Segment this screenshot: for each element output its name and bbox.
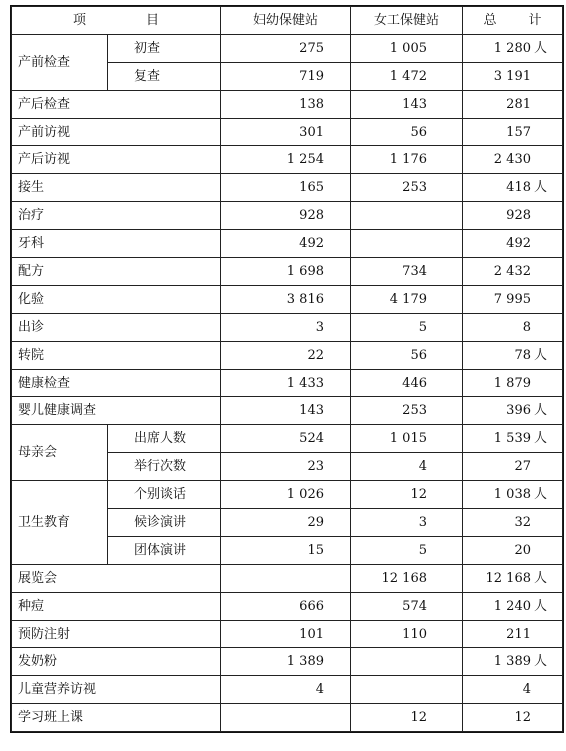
cell-total <box>463 536 563 564</box>
row-label: 复查 <box>108 62 221 90</box>
header-item: 项 目 <box>12 7 221 35</box>
row-label: 预防注射 <box>12 620 221 648</box>
cell-maternal-station: 15 <box>221 536 351 564</box>
cell-worker-station: 734 <box>351 258 463 286</box>
table-row <box>12 174 563 202</box>
cell-worker-station: 12 <box>351 704 463 732</box>
unit-label: 人 <box>534 598 548 614</box>
cell-total <box>463 648 563 676</box>
total-value: 211 <box>506 626 531 642</box>
total-value: 1 038 <box>493 487 531 503</box>
cell-total <box>463 258 563 286</box>
total-value: 492 <box>506 236 531 252</box>
cell-maternal-station: 22 <box>221 341 351 369</box>
cell-total <box>463 90 563 118</box>
unit-label: 人 <box>534 570 548 586</box>
cell-maternal-station: 143 <box>221 397 351 425</box>
total-value: 157 <box>506 124 531 140</box>
total-value: 1 280 <box>493 40 531 56</box>
table-row <box>12 369 563 397</box>
cell-total <box>463 564 563 592</box>
total-value: 20 <box>514 542 531 558</box>
cell-worker-station: 110 <box>351 620 463 648</box>
cell-total <box>463 425 563 453</box>
row-label: 健康检查 <box>12 369 221 397</box>
unit-label: 人 <box>534 403 548 419</box>
total-value: 2 432 <box>493 263 531 279</box>
unit-label: 人 <box>534 40 548 56</box>
cell-worker-station: 446 <box>351 369 463 397</box>
total-value: 1 389 <box>493 654 531 670</box>
statistics-table <box>11 6 563 732</box>
cell-worker-station: 4 179 <box>351 285 463 313</box>
table-row <box>12 146 563 174</box>
cell-worker-station <box>351 676 463 704</box>
cell-total <box>463 453 563 481</box>
cell-maternal-station: 492 <box>221 230 351 258</box>
cell-maternal-station: 138 <box>221 90 351 118</box>
cell-total <box>463 202 563 230</box>
cell-maternal-station: 1 698 <box>221 258 351 286</box>
group-health-education: 卫生教育 <box>12 481 108 565</box>
cell-worker-station: 12 <box>351 481 463 509</box>
cell-total <box>463 592 563 620</box>
cell-maternal-station: 301 <box>221 118 351 146</box>
total-value: 3 191 <box>493 68 531 84</box>
row-label: 接生 <box>12 174 221 202</box>
cell-total <box>463 704 563 732</box>
total-value: 396 <box>506 403 531 419</box>
table-row <box>12 285 563 313</box>
table-row <box>12 648 563 676</box>
cell-worker-station: 56 <box>351 341 463 369</box>
total-value: 7 995 <box>493 291 531 307</box>
group-prenatal-check: 产前检查 <box>12 34 108 90</box>
row-label: 儿童营养访视 <box>12 676 221 704</box>
row-label: 发奶粉 <box>12 648 221 676</box>
cell-maternal-station: 1 389 <box>221 648 351 676</box>
cell-total <box>463 313 563 341</box>
table-row <box>12 481 563 509</box>
cell-maternal-station: 4 <box>221 676 351 704</box>
row-label: 候诊演讲 <box>108 509 221 537</box>
cell-maternal-station: 1 026 <box>221 481 351 509</box>
cell-total <box>463 285 563 313</box>
cell-worker-station: 253 <box>351 397 463 425</box>
row-label: 产后访视 <box>12 146 221 174</box>
cell-worker-station: 253 <box>351 174 463 202</box>
cell-worker-station: 4 <box>351 453 463 481</box>
unit-label: 人 <box>534 431 548 447</box>
cell-maternal-station: 275 <box>221 34 351 62</box>
group-mothers-meeting: 母亲会 <box>12 425 108 481</box>
cell-maternal-station: 23 <box>221 453 351 481</box>
cell-maternal-station: 719 <box>221 62 351 90</box>
unit-label: 人 <box>534 180 548 196</box>
cell-maternal-station <box>221 564 351 592</box>
cell-total <box>463 146 563 174</box>
total-value: 281 <box>506 96 531 112</box>
row-label: 产后检查 <box>12 90 221 118</box>
cell-total <box>463 620 563 648</box>
table-row <box>12 397 563 425</box>
unit-label: 人 <box>534 347 548 363</box>
cell-worker-station: 574 <box>351 592 463 620</box>
cell-total <box>463 676 563 704</box>
cell-total <box>463 34 563 62</box>
cell-maternal-station: 29 <box>221 509 351 537</box>
cell-worker-station: 1 472 <box>351 62 463 90</box>
table-row <box>12 313 563 341</box>
cell-worker-station: 3 <box>351 509 463 537</box>
total-value: 418 <box>506 180 531 196</box>
table-row <box>12 118 563 146</box>
row-label: 治疗 <box>12 202 221 230</box>
row-label: 初查 <box>108 34 221 62</box>
row-label: 个别谈话 <box>108 481 221 509</box>
table-row <box>12 592 563 620</box>
cell-worker-station: 1 005 <box>351 34 463 62</box>
row-label: 配方 <box>12 258 221 286</box>
cell-total <box>463 481 563 509</box>
row-label: 学习班上课 <box>12 704 221 732</box>
row-label: 团体演讲 <box>108 536 221 564</box>
table-row <box>12 676 563 704</box>
cell-total <box>463 62 563 90</box>
table-row <box>12 230 563 258</box>
cell-maternal-station: 165 <box>221 174 351 202</box>
row-label: 种痘 <box>12 592 221 620</box>
cell-total <box>463 509 563 537</box>
row-label: 化验 <box>12 285 221 313</box>
row-label: 转院 <box>12 341 221 369</box>
table-row <box>12 564 563 592</box>
cell-maternal-station: 3 <box>221 313 351 341</box>
cell-total <box>463 369 563 397</box>
total-value: 12 <box>514 710 531 726</box>
cell-maternal-station: 928 <box>221 202 351 230</box>
cell-worker-station <box>351 648 463 676</box>
row-label: 产前访视 <box>12 118 221 146</box>
cell-total <box>463 174 563 202</box>
cell-worker-station: 5 <box>351 536 463 564</box>
table-row <box>12 34 563 62</box>
unit-label: 人 <box>534 654 548 670</box>
total-value: 12 168 <box>485 570 531 586</box>
table-row <box>12 258 563 286</box>
total-value: 1 879 <box>493 375 531 391</box>
header-total: 总 计 <box>463 7 563 35</box>
table-row <box>12 425 563 453</box>
table-row <box>12 341 563 369</box>
cell-total <box>463 397 563 425</box>
cell-maternal-station: 101 <box>221 620 351 648</box>
header-maternal-station: 妇幼保健站 <box>221 7 351 35</box>
unit-label: 人 <box>534 487 548 503</box>
table-row <box>12 704 563 732</box>
cell-total <box>463 118 563 146</box>
cell-maternal-station: 1 254 <box>221 146 351 174</box>
total-value: 32 <box>514 514 531 530</box>
cell-total <box>463 341 563 369</box>
row-label: 牙科 <box>12 230 221 258</box>
cell-worker-station: 5 <box>351 313 463 341</box>
cell-maternal-station: 1 433 <box>221 369 351 397</box>
cell-maternal-station: 3 816 <box>221 285 351 313</box>
row-label: 展览会 <box>12 564 221 592</box>
total-value: 1 539 <box>493 431 531 447</box>
row-label: 婴儿健康调查 <box>12 397 221 425</box>
cell-worker-station: 56 <box>351 118 463 146</box>
cell-worker-station <box>351 202 463 230</box>
cell-maternal-station <box>221 704 351 732</box>
total-value: 78 <box>514 347 531 363</box>
cell-worker-station: 1 015 <box>351 425 463 453</box>
row-label: 出诊 <box>12 313 221 341</box>
cell-worker-station <box>351 230 463 258</box>
cell-total <box>463 230 563 258</box>
table-row <box>12 620 563 648</box>
total-value: 1 240 <box>493 598 531 614</box>
table-row <box>12 90 563 118</box>
total-value: 4 <box>522 682 531 698</box>
total-value: 2 430 <box>493 152 531 168</box>
cell-maternal-station: 666 <box>221 592 351 620</box>
header-worker-station: 女工保健站 <box>351 7 463 35</box>
header-row <box>12 7 563 35</box>
row-label: 举行次数 <box>108 453 221 481</box>
row-label: 出席人数 <box>108 425 221 453</box>
table-row <box>12 202 563 230</box>
total-value: 8 <box>522 319 531 335</box>
cell-maternal-station: 524 <box>221 425 351 453</box>
cell-worker-station: 1 176 <box>351 146 463 174</box>
total-value: 27 <box>514 459 531 475</box>
cell-worker-station: 143 <box>351 90 463 118</box>
total-value: 928 <box>506 208 531 224</box>
cell-worker-station: 12 168 <box>351 564 463 592</box>
